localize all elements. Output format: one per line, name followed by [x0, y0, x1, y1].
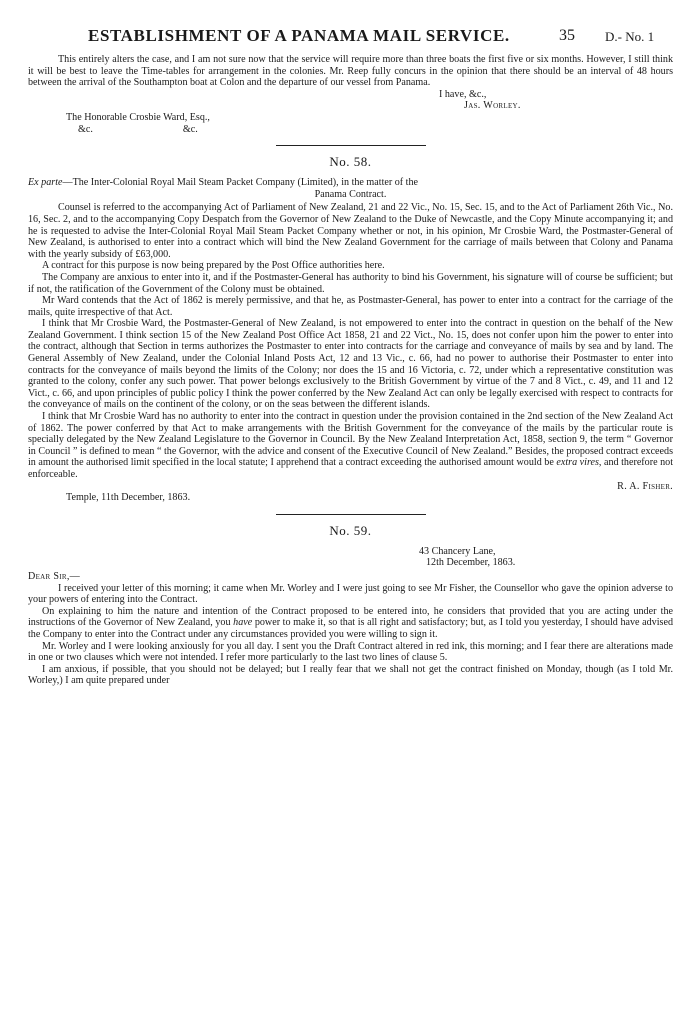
page-number: 35 [559, 27, 575, 44]
document-59-salutation: Dear Sir,— [28, 570, 81, 582]
page-header [0, 26, 700, 48]
document-58-paragraph-4: Mr Ward contends that the Act of 1862 is merely permissive, and that he, as Postmaster-General, has power to enter into a contract for the carriage of the mails, quite irrespective of that Act. [28, 295, 673, 318]
document-reference: D.- No. 1 [605, 29, 655, 44]
document-59-address: 43 Chancery Lane, [419, 545, 496, 557]
document-59-heading: No. 59. [329, 522, 372, 538]
document-58-place-date: Temple, 11th December, 1863. [66, 492, 191, 504]
document-59-paragraph-2 [28, 606, 673, 641]
document-58-paragraph-1: Counsel is referred to the accompanying Act of Parliament of New Zealand, 21 and 22 Vic., No. 15, Sec. 15, and to the Act of Parliament 26th Vic., No. 16, Sec. 2, and to the accompanying Copy Despatch from the Governor of New Zealand to the Duke of Newcastle, and the Copy Minute accompanying it; and he is requested to advise the Inter-Colonial Royal Mail Steam Packet Company whether or not, in his opinion, Mr Crosbie Ward, the Postmaster-General of New Zealand, is authorised to enter into a contract which will bind the New Zealand Government for the carriage of mails between that Colony and Panama with the yearly subsidy of £63,000. [28, 202, 673, 260]
paragraph-2-text-a: On explaining to him the nature and intention of the Contract proposed to be entered into, he considers that provided that you are acting under the instructions of the Governor of New Zealand, you [28, 605, 673, 629]
document-59-date: 12th December, 1863. [426, 557, 516, 569]
document-59-paragraph-1: I received your letter of this morning; it came when Mr. Worley and I were just going to see Mr Fisher, the Counsellor who gave the opinion adverse to your powers of entering into the Contract. [28, 582, 673, 606]
case-title-text: —The Inter-Colonial Royal Mail Steam Packet Company (Limited), in the matter of the [62, 177, 418, 189]
have-italic: have [233, 617, 253, 629]
document-59-paragraph-4: I am anxious, if possible, that you should not be delayed; but I really fear that we shall not get the contract finished on Monday, though (as I told Mr. Worley,) I am quite prepared under [28, 663, 673, 687]
document-58-case-subtitle: Panama Contract. [314, 188, 387, 200]
ex-parte-italic: Ex parte [28, 177, 63, 189]
document-59-paragraph-3: Mr. Worley and I were looking anxiously for you all day. I sent you the Draft Contract altered in red ink, this morning; and I fear there are alterations made in one or two clauses which were not intended. I refer more particularly to the last two lines of clause 5. [28, 640, 673, 664]
letter-57-closing: I have, &c., [439, 88, 487, 100]
running-title: ESTABLISHMENT OF A PANAMA MAIL SERVICE. [88, 26, 510, 45]
document-58-case-title [28, 177, 673, 189]
letter-57-paragraph: This entirely alters the case, and I am not sure now that the service will require more than three boats the first five or six months. However, I still think it will be best to leave the Time-tables for arrangement in the colonies. Mr. Reep fully concurs in the opinion that there should be an interval of 48 hours between the arrival of the Southampton boat at Colon and the departure of our vessel from Panama. [28, 54, 673, 89]
addressee-etc-2: &c. [182, 123, 198, 135]
opinion-text-b: , and therefore not enforceable. [28, 457, 673, 480]
document-58-heading: No. 58. [329, 154, 372, 170]
opinion-text-a: I think that Mr Crosbie Ward has no authority to enter into the contract in question under the provision contained in the 2nd section of the New Zealand Act of 1862. The power conferred by that Act to make arrangements with the British Government for the conveyance of the mails by the particular route is specially delegated by the New Zealand Legislature to the Governor in Council. By the New Zealand Interpretation Act, 1858, section 9, the term “ Governor in Council ” is defined to mean “ the Governor, with the advice and consent of the Executive Council of New Zealand.” Besides, the proposed contract exceeds in amount the authorised limit specified in the local statute; I apprehend that a contract exceeding the authorised amount would be [28, 411, 673, 469]
letter-57-addressee-etc [28, 124, 673, 136]
paragraph-2-text-b: power to make it, so that is all right and satisfactory; but, as I told you yesterday, I should have advised the Company to enter into the Contract under any circumstances provided you were willing to sign it. [28, 617, 673, 640]
document-58-paragraph-2: A contract for this purpose is now being prepared by the Post Office authorities here. [42, 260, 385, 272]
letter-57-signature: Jas. Worley. [464, 100, 521, 112]
page-body [28, 54, 673, 687]
document-58-opinion-paragraph-1: I think that Mr Crosbie Ward, the Postmaster-General of New Zealand, is not empowered to enter into the contract in question on the behalf of the New Zealand Government. I think section 15 of the New Zealand Post Office Act 1858, 21 and 22 Vict., No. 15, does not confer upon him the power to enter into the contract, although that Section in terms authorizes the Postmaster to enter into contracts for the carriage and conveyance of mails by sea and by land. The General Assembly of New Zealand, under the Colonial Inland Posts Act, 12 and 13 Vic., c. 66, had no power to authorise their Postmaster to enter into contracts for the conveyance of mails beyond the limits of the Colony; nor does the 15 and 16 Victoria, c. 72, under which a representative constitution was granted to the colony, confer any such power. That power belongs exclusively to the British Government by virtue of the 7 and 8 Vict., c. 49, and 11 and 12 Vict., c. 66, and upon principles of public policy I think the power conferred by the New Zealand Act can only be legally exercised with respect to contracts for the conveyance of mails on the continent of the colony, or on the seas between the different islands. [28, 318, 673, 411]
document-58-signature: R. A. Fisher. [617, 480, 673, 492]
document-58-opinion-paragraph-2 [28, 411, 673, 481]
document-58-paragraph-3: The Company are anxious to enter into it, and if the Postmaster-General has authority to bind his Government, his signature will of course be sufficient; but if not, the ratification of the Government of the Colony must be obtained. [28, 271, 673, 295]
letter-57-addressee: The Honorable Crosbie Ward, Esq., [66, 111, 210, 123]
section-divider [276, 514, 426, 515]
addressee-etc-1: &c. [78, 123, 93, 135]
extra-vires-italic: extra vires [556, 457, 599, 469]
section-divider [276, 145, 426, 146]
